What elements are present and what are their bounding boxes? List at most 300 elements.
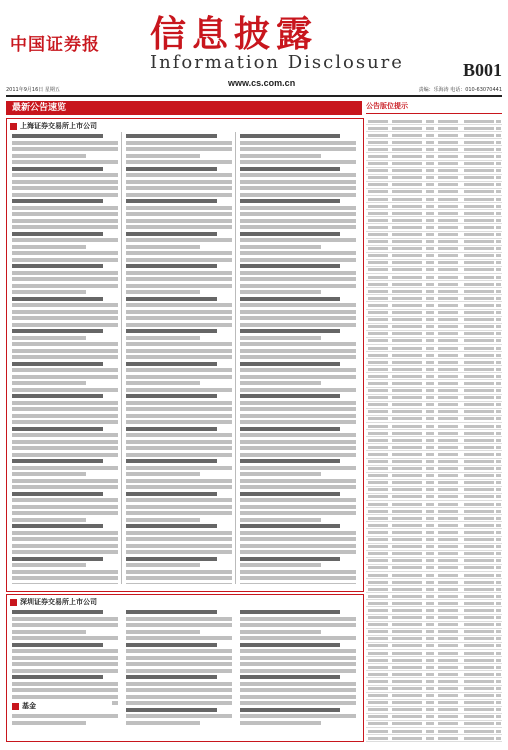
table-row xyxy=(366,615,502,622)
text-column-3 xyxy=(240,134,356,584)
text-line xyxy=(126,505,232,509)
text-line xyxy=(126,206,232,210)
text-line xyxy=(240,245,321,249)
text-line xyxy=(240,342,356,346)
table-row xyxy=(366,735,502,742)
text-line xyxy=(126,662,232,666)
table-row xyxy=(366,586,502,593)
text-line xyxy=(12,193,118,197)
text-line xyxy=(12,563,86,567)
text-line xyxy=(12,433,118,437)
table-row xyxy=(366,324,502,331)
text-line xyxy=(240,232,340,236)
table-row xyxy=(366,317,502,324)
table-row xyxy=(366,217,502,224)
text-line xyxy=(240,206,356,210)
text-line xyxy=(12,511,118,515)
text-line xyxy=(126,199,217,203)
table-row xyxy=(366,721,502,728)
table-row xyxy=(366,451,502,458)
text-line xyxy=(126,342,232,346)
text-line xyxy=(12,531,118,535)
text-line xyxy=(12,407,118,411)
table-row xyxy=(366,579,502,586)
text-line xyxy=(240,695,356,699)
section-heading-sz: 深圳证券交易所上市公司 xyxy=(10,596,210,608)
table-row xyxy=(366,338,502,345)
text-line xyxy=(126,721,200,725)
text-line xyxy=(12,154,86,158)
text-line xyxy=(12,466,118,470)
table-row xyxy=(366,558,502,565)
text-line xyxy=(240,167,340,171)
text-line xyxy=(240,375,356,379)
table-row xyxy=(366,359,502,366)
text-line xyxy=(126,524,217,528)
text-line xyxy=(240,570,356,574)
text-line xyxy=(240,518,321,522)
text-line xyxy=(240,160,356,164)
text-line xyxy=(126,160,232,164)
text-line xyxy=(12,505,118,509)
text-line xyxy=(240,225,356,229)
text-line xyxy=(12,675,103,679)
text-line xyxy=(12,173,118,177)
text-line xyxy=(12,160,118,164)
text-line xyxy=(126,284,232,288)
text-line xyxy=(12,290,86,294)
page-title-cn: 信息披露 xyxy=(150,13,319,55)
text-line xyxy=(12,167,103,171)
text-line xyxy=(12,610,103,614)
text-line xyxy=(126,238,232,242)
text-line xyxy=(240,349,356,353)
text-line xyxy=(12,238,118,242)
text-line xyxy=(126,186,232,190)
text-line xyxy=(126,479,232,483)
text-line xyxy=(126,675,217,679)
text-line xyxy=(240,368,356,372)
table-row xyxy=(366,274,502,281)
text-line xyxy=(12,643,103,647)
text-line xyxy=(126,433,232,437)
table-row xyxy=(366,742,502,744)
text-line xyxy=(126,381,200,385)
text-line xyxy=(126,407,232,411)
table-row xyxy=(366,437,502,444)
table-row xyxy=(366,529,502,536)
text-line xyxy=(240,557,340,561)
text-line xyxy=(126,297,217,301)
text-line xyxy=(240,550,356,554)
table-row xyxy=(366,175,502,182)
text-line xyxy=(12,297,103,301)
table-row xyxy=(366,380,502,387)
text-line xyxy=(12,375,118,379)
text-line xyxy=(240,303,356,307)
table-row xyxy=(366,629,502,636)
text-line xyxy=(240,459,340,463)
text-line xyxy=(12,310,118,314)
text-line xyxy=(126,708,217,712)
table-row xyxy=(366,132,502,139)
section-heading-sh: 上海证券交易所上市公司 xyxy=(10,120,210,132)
table-row xyxy=(366,331,502,338)
text-line xyxy=(126,394,217,398)
text-line xyxy=(240,290,321,294)
table-row xyxy=(366,118,502,125)
text-line xyxy=(240,453,356,457)
table-row xyxy=(366,168,502,175)
text-line xyxy=(240,485,356,489)
table-row xyxy=(366,459,502,466)
text-line xyxy=(12,669,118,673)
text-line xyxy=(240,682,356,686)
text-line xyxy=(126,212,232,216)
text-line xyxy=(126,636,232,640)
table-row xyxy=(366,395,502,402)
text-line xyxy=(126,531,232,535)
text-line xyxy=(126,258,232,262)
text-line xyxy=(12,388,118,392)
text-line xyxy=(240,134,340,138)
text-line xyxy=(126,329,217,333)
text-line xyxy=(126,656,232,660)
text-line xyxy=(126,420,232,424)
text-line xyxy=(12,453,118,457)
text-line xyxy=(12,714,118,718)
text-line xyxy=(240,193,356,197)
text-line xyxy=(126,316,232,320)
text-line xyxy=(240,180,356,184)
text-line xyxy=(126,193,232,197)
text-line xyxy=(126,427,217,431)
table-row xyxy=(366,728,502,735)
table-row xyxy=(366,664,502,671)
text-line xyxy=(126,271,232,275)
table-row xyxy=(366,700,502,707)
text-line xyxy=(126,375,232,379)
text-line xyxy=(240,537,356,541)
text-line xyxy=(126,485,232,489)
table-row xyxy=(366,373,502,380)
text-line xyxy=(126,583,232,585)
text-line xyxy=(240,433,356,437)
text-line xyxy=(12,630,86,634)
text-column-2 xyxy=(126,134,232,584)
table-row xyxy=(366,444,502,451)
text-line xyxy=(240,630,321,634)
text-line xyxy=(126,251,232,255)
text-line xyxy=(240,563,321,567)
table-row xyxy=(366,551,502,558)
table-row xyxy=(366,203,502,210)
text-line xyxy=(12,695,118,699)
text-line xyxy=(126,453,232,457)
text-line xyxy=(126,610,217,614)
table-row xyxy=(366,686,502,693)
text-line xyxy=(12,662,118,666)
table-row xyxy=(366,224,502,231)
text-line xyxy=(240,251,356,255)
text-line xyxy=(240,394,340,398)
table-row xyxy=(366,643,502,650)
text-line xyxy=(126,563,200,567)
table-row xyxy=(366,232,502,239)
text-line xyxy=(12,355,118,359)
table-row xyxy=(366,650,502,657)
text-line xyxy=(126,388,232,392)
text-line xyxy=(12,329,103,333)
text-line xyxy=(240,147,356,151)
text-line xyxy=(240,701,356,705)
text-line xyxy=(240,472,321,476)
text-line xyxy=(240,219,356,223)
text-line xyxy=(12,524,103,528)
table-row xyxy=(366,267,502,274)
table-row xyxy=(366,161,502,168)
text-line xyxy=(12,636,118,640)
text-line xyxy=(240,420,356,424)
column-divider xyxy=(235,132,236,584)
table-row xyxy=(366,423,502,430)
text-line xyxy=(126,623,232,627)
table-row xyxy=(366,146,502,153)
text-line xyxy=(12,186,118,190)
text-line xyxy=(12,134,103,138)
text-line xyxy=(240,212,356,216)
table-row xyxy=(366,593,502,600)
text-line xyxy=(126,368,232,372)
text-line xyxy=(240,362,340,366)
table-row xyxy=(366,600,502,607)
text-line xyxy=(240,492,340,496)
text-line xyxy=(12,368,118,372)
table-row xyxy=(366,430,502,437)
masthead xyxy=(0,0,508,96)
text-line xyxy=(126,173,232,177)
text-column-1 xyxy=(12,134,118,584)
text-line xyxy=(126,355,232,359)
text-line xyxy=(12,206,118,210)
text-line xyxy=(240,238,356,242)
masthead-rule xyxy=(6,95,502,97)
text-line xyxy=(240,336,321,340)
text-line xyxy=(12,576,118,580)
table-row xyxy=(366,352,502,359)
text-line xyxy=(12,583,118,585)
text-line xyxy=(12,420,118,424)
text-line xyxy=(240,675,340,679)
text-line xyxy=(240,583,356,585)
text-line xyxy=(12,550,118,554)
text-line xyxy=(126,154,200,158)
text-line xyxy=(12,479,118,483)
text-line xyxy=(12,472,86,476)
text-line xyxy=(240,427,340,431)
table-row xyxy=(366,153,502,160)
table-row xyxy=(366,522,502,529)
text-line xyxy=(240,407,356,411)
text-line xyxy=(240,505,356,509)
text-line xyxy=(126,630,200,634)
text-line xyxy=(126,695,232,699)
table-row xyxy=(366,189,502,196)
text-line xyxy=(12,414,118,418)
text-line xyxy=(240,401,356,405)
text-line xyxy=(126,688,232,692)
newspaper-logo: 中国证券报 xyxy=(10,35,100,55)
text-line xyxy=(126,498,232,502)
date-line: 2011年9月16日 星期五 xyxy=(6,87,60,93)
text-line xyxy=(12,264,103,268)
text-line xyxy=(12,342,118,346)
text-line xyxy=(240,656,356,660)
text-line xyxy=(126,362,217,366)
text-line xyxy=(12,381,86,385)
table-row xyxy=(366,246,502,253)
text-line xyxy=(240,329,340,333)
table-row xyxy=(366,182,502,189)
text-line xyxy=(126,167,217,171)
text-line xyxy=(240,199,340,203)
table-row xyxy=(366,565,502,572)
text-line xyxy=(12,401,118,405)
text-line xyxy=(126,537,232,541)
text-line xyxy=(240,479,356,483)
table-row xyxy=(366,260,502,267)
text-line xyxy=(12,232,103,236)
text-line xyxy=(12,485,118,489)
text-line xyxy=(240,381,321,385)
text-line xyxy=(12,245,86,249)
text-line xyxy=(126,310,232,314)
text-line xyxy=(126,349,232,353)
text-line xyxy=(240,617,356,621)
text-line xyxy=(12,271,118,275)
text-line xyxy=(12,544,118,548)
table-row xyxy=(366,693,502,700)
text-line xyxy=(126,492,217,496)
text-line xyxy=(240,721,321,725)
text-line xyxy=(240,316,356,320)
text-line xyxy=(240,258,356,262)
text-line xyxy=(126,336,200,340)
text-line xyxy=(240,714,356,718)
text-line xyxy=(126,617,232,621)
table-row xyxy=(366,466,502,473)
text-line xyxy=(126,219,232,223)
text-line xyxy=(126,141,232,145)
text-line xyxy=(240,466,356,470)
text-line xyxy=(240,388,356,392)
text-line xyxy=(12,492,103,496)
table-row xyxy=(366,239,502,246)
table-row xyxy=(366,302,502,309)
text-line xyxy=(240,297,340,301)
table-row xyxy=(366,366,502,373)
text-line xyxy=(12,557,103,561)
text-line xyxy=(126,511,232,515)
text-line xyxy=(240,271,356,275)
text-line xyxy=(12,440,118,444)
text-line xyxy=(12,277,118,281)
table-row xyxy=(366,409,502,416)
text-line xyxy=(12,362,103,366)
text-line xyxy=(126,550,232,554)
text-line xyxy=(12,623,118,627)
table-row xyxy=(366,508,502,515)
text-line xyxy=(126,557,217,561)
text-line xyxy=(126,682,232,686)
text-line xyxy=(12,199,103,203)
table-row xyxy=(366,196,502,203)
table-row xyxy=(366,345,502,352)
text-line xyxy=(240,610,340,614)
text-line xyxy=(12,656,118,660)
table-row xyxy=(366,125,502,132)
text-line xyxy=(240,277,356,281)
text-line xyxy=(12,446,118,450)
editor-line: 责编：乐海涛 电话：010-63070441 xyxy=(418,87,502,93)
text-line xyxy=(240,708,340,712)
text-line xyxy=(12,617,118,621)
text-column-4 xyxy=(12,610,118,736)
text-line xyxy=(240,688,356,692)
table-row xyxy=(366,707,502,714)
text-line xyxy=(240,636,356,640)
text-column-5 xyxy=(126,610,232,736)
text-line xyxy=(240,284,356,288)
text-line xyxy=(126,472,200,476)
table-row xyxy=(366,671,502,678)
text-line xyxy=(240,649,356,653)
text-line xyxy=(126,414,232,418)
table-row xyxy=(366,537,502,544)
text-line xyxy=(240,264,340,268)
table-row xyxy=(366,388,502,395)
text-line xyxy=(12,141,118,145)
text-line xyxy=(12,225,118,229)
text-line xyxy=(126,714,232,718)
website-url[interactable]: www.cs.com.cn xyxy=(228,78,296,88)
table-row xyxy=(366,281,502,288)
text-line xyxy=(126,264,217,268)
text-line xyxy=(240,643,340,647)
text-line xyxy=(126,669,232,673)
table-row xyxy=(366,607,502,614)
page-title-en: Information Disclosure xyxy=(150,52,404,73)
text-line xyxy=(126,518,200,522)
text-line xyxy=(12,682,118,686)
text-line xyxy=(126,323,232,327)
text-line xyxy=(240,414,356,418)
page-number: B001 xyxy=(462,60,502,80)
text-line xyxy=(240,323,356,327)
text-line xyxy=(12,721,86,725)
text-line xyxy=(126,147,232,151)
text-line xyxy=(240,173,356,177)
announcement-index-table xyxy=(366,118,502,744)
text-line xyxy=(240,511,356,515)
table-row xyxy=(366,295,502,302)
text-line xyxy=(240,544,356,548)
table-row xyxy=(366,487,502,494)
table-row xyxy=(366,494,502,501)
table-row xyxy=(366,310,502,317)
text-line xyxy=(12,251,118,255)
text-line xyxy=(240,623,356,627)
